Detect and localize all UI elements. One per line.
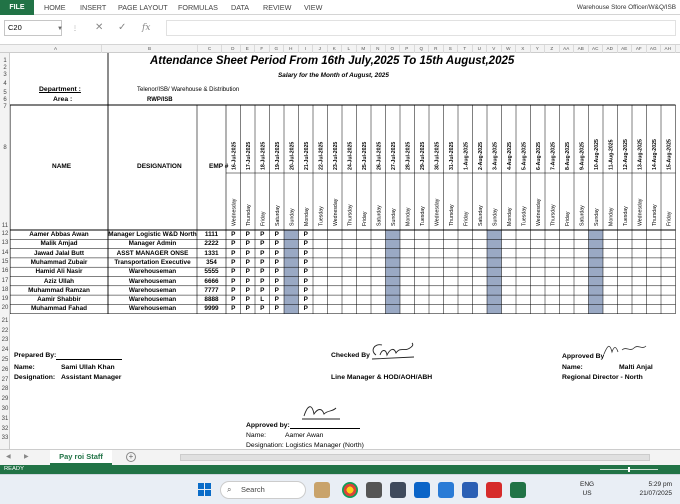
attendance-mark: P [231, 296, 236, 304]
name-box-value: C20 [8, 23, 22, 32]
row-number[interactable]: 24 [1, 347, 9, 354]
date-label: 24-Jul-2025 [347, 141, 354, 170]
horizontal-scrollbar[interactable] [180, 454, 650, 461]
attendance-mark: P [231, 305, 236, 313]
attendance-mark: P [231, 231, 236, 238]
row-headers [0, 53, 10, 449]
column-header[interactable]: C [198, 45, 222, 53]
attendance-mark: P [303, 268, 308, 276]
taskbar-search[interactable] [220, 481, 306, 499]
column-header[interactable]: J [313, 45, 328, 53]
checked-role: Line Manager & HOD/AOH/ABH [331, 374, 433, 381]
column-header[interactable]: O [386, 45, 401, 53]
column-header[interactable]: L [342, 45, 357, 53]
column-header[interactable]: D [226, 45, 241, 53]
tab-formulas[interactable]: FORMULAS [178, 3, 218, 12]
prepared-designation: Assistant Manager [61, 374, 122, 381]
day-label: Tuesday [521, 206, 528, 226]
tab-review[interactable]: REVIEW [263, 3, 292, 12]
chrome-icon[interactable] [342, 482, 358, 498]
attendance-mark: P [245, 296, 250, 304]
column-header[interactable]: S [444, 45, 459, 53]
attendance-mark: L [260, 296, 265, 304]
sheet-tab-bar [0, 449, 680, 465]
row-number[interactable]: 13 [1, 240, 9, 247]
attendance-mark: P [260, 286, 265, 294]
date-label: 13-Aug-2025 [637, 139, 644, 170]
prepared-name: Sami Ullah Khan [61, 364, 115, 371]
edge-icon[interactable] [438, 482, 454, 498]
department-value: Telenor/ISB/ Warehouse & Distribution [137, 87, 240, 93]
employee-name: Aziz Ullah [43, 277, 75, 285]
day-label: Friday [564, 211, 571, 226]
day-label: Friday [463, 211, 470, 226]
row-number[interactable]: 28 [1, 386, 9, 393]
date-label: 21-Jul-2025 [303, 141, 310, 170]
checked-signature [368, 341, 418, 363]
task-view-icon[interactable] [366, 482, 382, 498]
column-header[interactable]: AB [574, 45, 589, 53]
date-label: 6-Aug-2025 [535, 142, 542, 170]
taskbar [0, 474, 680, 504]
department-label: Department : [39, 86, 81, 93]
date-label: 11-Aug-2025 [608, 139, 615, 170]
status-ready: READY [4, 466, 24, 472]
employee-name: Muhammad Zubair [30, 258, 88, 266]
day-label: Saturday [477, 205, 484, 226]
prepared-signature-line [56, 359, 122, 360]
day-label: Sunday [593, 208, 600, 226]
formula-input[interactable] [166, 20, 676, 36]
approved-signature [602, 342, 648, 358]
row-number[interactable]: 7 [3, 104, 7, 110]
column-header[interactable]: U [473, 45, 488, 53]
date-label: 19-Jul-2025 [274, 141, 281, 170]
row-number[interactable]: 19 [1, 296, 9, 303]
date-label: 16-Jul-2025 [231, 141, 238, 170]
row-number[interactable]: 21 [1, 317, 9, 324]
row-number[interactable]: 22 [1, 327, 9, 334]
row-number[interactable]: 26 [1, 366, 9, 373]
employee-designation: Warehouseman [128, 268, 177, 276]
date-label: 27-Jul-2025 [390, 141, 397, 170]
date-label: 14-Aug-2025 [651, 139, 658, 170]
row-number[interactable]: 11 [1, 223, 9, 229]
employee-designation: Transportation Executive [114, 258, 191, 266]
day-label: Tuesday [419, 206, 426, 226]
date-label: 20-Jul-2025 [289, 141, 296, 170]
prepared-name-label: Name: [14, 364, 35, 371]
attendance-mark: P [303, 305, 308, 313]
row-number[interactable]: 16 [1, 268, 9, 275]
day-label: Wednesday [535, 198, 542, 226]
day-label: Sunday [390, 208, 397, 226]
column-header[interactable]: AH [661, 45, 676, 53]
day-label: Thursday [347, 204, 354, 226]
lang-code: ENG [580, 481, 595, 488]
date-label: 3-Aug-2025 [492, 142, 499, 170]
column-header[interactable]: N [371, 45, 386, 53]
date-label: 26-Jul-2025 [376, 141, 383, 170]
sunday-shade [284, 230, 299, 314]
employee-designation: Warehouseman [128, 296, 177, 304]
sheet-title: Attendance Sheet Period From 16th July,2025 To 15th August,2025 [150, 55, 515, 67]
day-label: Saturday [579, 205, 586, 226]
date-label: 23-Jul-2025 [332, 141, 339, 170]
day-label: Thursday [448, 204, 455, 226]
attendance-mark: P [245, 305, 250, 313]
employee-designation: Manager Logistic W&D North [108, 231, 197, 238]
column-header[interactable]: AF [632, 45, 647, 53]
attendance-mark: P [303, 296, 308, 304]
approver-name-label: Name: [562, 364, 583, 371]
day-label: Friday [361, 211, 368, 226]
date-label: 10-Aug-2025 [593, 139, 600, 170]
column-header[interactable]: AE [618, 45, 633, 53]
attendance-mark: P [231, 258, 236, 266]
attendance-mark: P [245, 268, 250, 276]
area-value: RWP/ISB [147, 97, 173, 103]
approver-name: Malti Anjal [619, 364, 653, 371]
attendance-mark: P [274, 240, 279, 248]
date-label: 17-Jul-2025 [245, 141, 252, 170]
employee-number: 8888 [204, 296, 219, 304]
date-label: 12-Aug-2025 [622, 139, 629, 170]
sheet-subtitle: Salary for the Month of August, 2025 [278, 72, 389, 79]
prev-sheet-icon[interactable]: ◀ [6, 454, 11, 460]
file-tab[interactable]: FILE [0, 0, 34, 15]
more-dots-icon: ⋮ [72, 26, 78, 32]
attendance-mark: P [274, 268, 279, 276]
windows-start-icon[interactable] [198, 483, 211, 496]
date-label: 5-Aug-2025 [521, 142, 528, 170]
clock-date: 21/07/2025 [639, 490, 672, 497]
employee-designation: Warehouseman [128, 305, 177, 313]
date-label: 28-Jul-2025 [405, 141, 412, 170]
attendance-mark: P [274, 286, 279, 294]
column-header[interactable]: G [270, 45, 285, 53]
header-designation: DESIGNATION [137, 163, 182, 170]
search-label: Search [241, 485, 265, 494]
attendance-mark: P [260, 249, 265, 257]
region-code: US [582, 490, 592, 497]
employee-designation: Manager Admin [128, 240, 177, 248]
attendance-mark: P [245, 258, 250, 266]
approver2-designation: Designation: Logistics Manager (North) [246, 442, 364, 449]
date-label: 1-Aug-2025 [463, 142, 470, 170]
column-header[interactable]: R [429, 45, 444, 53]
approved-by-label: Approved By [562, 353, 605, 360]
attendance-mark: P [245, 249, 250, 257]
column-header[interactable]: Z [545, 45, 560, 53]
attendance-mark: P [303, 277, 308, 285]
day-label: Friday [666, 211, 673, 226]
attendance-mark: P [274, 249, 279, 257]
column-header[interactable]: V [487, 45, 502, 53]
column-header[interactable]: B [102, 45, 198, 53]
day-label: Thursday [245, 204, 252, 226]
word-icon[interactable] [462, 482, 478, 498]
column-header[interactable]: AG [647, 45, 662, 53]
row-number[interactable]: 12 [1, 231, 9, 237]
date-label: 9-Aug-2025 [579, 142, 586, 170]
user-account[interactable]: Warehouse Store Officer/W&Q/ISB [576, 4, 676, 11]
attendance-mark: P [231, 268, 236, 276]
employee-name: Jawad Jalal Butt [33, 249, 85, 257]
employee-number: 6666 [204, 277, 219, 285]
row-number[interactable]: 33 [1, 435, 9, 442]
employee-number: 5555 [204, 268, 219, 276]
row-number[interactable]: 27 [1, 376, 9, 383]
language-indicator[interactable] [580, 480, 594, 498]
enter-icon[interactable]: ✓ [118, 22, 127, 33]
date-label: 15-Aug-2025 [666, 139, 673, 170]
sunday-shade [589, 230, 604, 314]
tab-page-layout[interactable]: PAGE LAYOUT [118, 3, 168, 12]
attendance-mark: P [303, 231, 308, 238]
row-number[interactable]: 17 [1, 277, 9, 284]
zoom-slider-thumb[interactable] [628, 467, 630, 472]
tab-insert[interactable]: INSERT [80, 3, 107, 12]
attendance-mark: P [303, 286, 308, 294]
employee-number: 9999 [204, 305, 219, 313]
date-label: 29-Jul-2025 [419, 141, 426, 170]
employee-number: 1331 [204, 249, 219, 257]
attendance-mark: P [274, 277, 279, 285]
row-number[interactable]: 14 [1, 249, 9, 256]
attendance-mark: P [245, 277, 250, 285]
employee-name: Muhammad Fahad [30, 305, 88, 313]
prepared-by-label: Prepared By: [14, 352, 57, 359]
search-icon: ⌕ [227, 485, 232, 494]
attendance-mark: P [260, 305, 265, 313]
attendance-mark: P [245, 286, 250, 294]
row-number[interactable]: 2 [3, 65, 7, 71]
column-header[interactable]: Q [415, 45, 430, 53]
column-header[interactable]: P [400, 45, 415, 53]
outlook-icon[interactable] [414, 482, 430, 498]
pdf-icon[interactable] [486, 482, 502, 498]
date-label: 4-Aug-2025 [506, 142, 513, 170]
approved-by-2-label: Approved by: [246, 422, 290, 429]
date-label: 22-Jul-2025 [318, 141, 325, 170]
formula-bar [0, 15, 680, 45]
day-label: Friday [260, 211, 267, 226]
attendance-mark: P [303, 258, 308, 266]
column-header[interactable]: E [241, 45, 256, 53]
employee-number: 7777 [204, 286, 219, 294]
attendance-mark: P [303, 249, 308, 257]
employee-number: 2222 [204, 240, 219, 248]
row-number[interactable]: 4 [3, 81, 7, 87]
day-label: Tuesday [622, 206, 629, 226]
column-header[interactable]: M [357, 45, 372, 53]
row-number[interactable]: 18 [1, 286, 9, 293]
employee-number: 1111 [204, 231, 219, 238]
row-number[interactable]: 5 [3, 90, 7, 96]
row-number[interactable]: 30 [1, 405, 9, 412]
day-label: Wednesday [231, 198, 238, 226]
day-label: Monday [506, 207, 513, 226]
excel-icon[interactable] [510, 482, 526, 498]
approved-by-2-line [290, 428, 360, 429]
attendance-mark: P [231, 249, 236, 257]
sunday-shade [487, 230, 502, 314]
header-name: NAME [52, 163, 72, 170]
day-label: Monday [303, 207, 310, 226]
ribbon [0, 0, 680, 15]
row-number[interactable]: 32 [1, 425, 9, 432]
column-header[interactable]: AD [603, 45, 618, 53]
column-header[interactable]: I [299, 45, 314, 53]
employee-designation: Warehouseman [128, 286, 177, 294]
attendance-mark: P [260, 231, 265, 238]
date-label: 31-Jul-2025 [448, 141, 455, 170]
day-label: Monday [405, 207, 412, 226]
day-label: Saturday [376, 205, 383, 226]
sunday-shade [386, 230, 401, 314]
employee-name: Malik Amjad [40, 240, 78, 248]
checked-by-label: Checked By [331, 352, 370, 359]
employee-name: Muhammad Ramzan [28, 286, 90, 294]
day-label: Sunday [289, 208, 296, 226]
row-number[interactable]: 20 [1, 305, 9, 312]
column-header[interactable]: Y [531, 45, 546, 53]
approver2-name-label: Name: [246, 432, 267, 439]
day-label: Wednesday [637, 198, 644, 226]
attendance-mark: P [274, 231, 279, 238]
day-label: Thursday [550, 204, 557, 226]
add-sheet-button[interactable]: + [126, 452, 136, 462]
employee-designation: Warehouseman [128, 277, 177, 285]
column-header[interactable]: AA [560, 45, 575, 53]
attendance-mark: P [231, 240, 236, 248]
tab-home[interactable]: HOME [44, 3, 66, 12]
attendance-mark: P [260, 268, 265, 276]
day-label: Wednesday [434, 198, 441, 226]
attendance-mark: P [274, 305, 279, 313]
attendance-mark: P [274, 258, 279, 266]
header-emp: EMP # [209, 163, 229, 170]
file-explorer-icon[interactable] [390, 482, 406, 498]
column-header[interactable]: K [328, 45, 343, 53]
row-number[interactable]: 25 [1, 356, 9, 363]
tab-data[interactable]: DATA [231, 3, 250, 12]
column-header[interactable]: W [502, 45, 517, 53]
attendance-mark: P [274, 296, 279, 304]
attendance-mark: P [260, 277, 265, 285]
attendance-mark: P [260, 240, 265, 248]
attendance-mark: P [231, 277, 236, 285]
date-label: 8-Aug-2025 [564, 142, 571, 170]
date-label: 30-Jul-2025 [434, 141, 441, 170]
employee-name: Hamid Ali Nasir [35, 268, 83, 276]
tab-view[interactable]: VIEW [304, 3, 323, 12]
row-number[interactable]: 31 [1, 415, 9, 422]
row-number[interactable]: 8 [3, 145, 7, 151]
attendance-mark: P [245, 240, 250, 248]
employee-name: Aamer Abbas Awan [29, 231, 89, 238]
approved-by-2-signature [300, 402, 346, 422]
row-number[interactable]: 3 [3, 72, 7, 78]
row-number[interactable]: 6 [3, 97, 7, 103]
row-number[interactable]: 1 [3, 58, 7, 64]
insert-function-icon[interactable]: fx [142, 23, 151, 33]
cancel-icon[interactable]: ✕ [95, 22, 104, 33]
day-label: Saturday [274, 205, 281, 226]
attendance-mark: P [245, 231, 250, 238]
attendance-mark: P [260, 258, 265, 266]
row-number[interactable]: 15 [1, 258, 9, 265]
clock-time: 5:29 pm [648, 481, 672, 488]
system-clock[interactable] [639, 480, 672, 498]
area-label: Area : [53, 96, 73, 103]
attendance-mark: P [231, 286, 236, 294]
row-number[interactable]: 29 [1, 396, 9, 403]
attendance-mark: P [303, 240, 308, 248]
row-number[interactable]: 23 [1, 337, 9, 344]
column-header[interactable]: X [516, 45, 531, 53]
day-label: Tuesday [318, 206, 325, 226]
column-header[interactable]: A [10, 45, 102, 53]
date-label: 18-Jul-2025 [260, 141, 267, 170]
column-header[interactable]: H [284, 45, 299, 53]
column-header[interactable]: T [458, 45, 473, 53]
approver-designation: Regional Director - North [562, 374, 643, 381]
widgets-icon[interactable] [314, 482, 330, 498]
date-label: 2-Aug-2025 [477, 142, 484, 170]
day-label: Thursday [651, 204, 658, 226]
next-sheet-icon[interactable]: ▶ [24, 454, 29, 460]
status-bar [0, 465, 680, 474]
day-label: Monday [608, 207, 615, 226]
column-headers [0, 45, 680, 53]
date-label: 7-Aug-2025 [550, 142, 557, 170]
chevron-down-icon[interactable]: ▼ [57, 26, 63, 32]
approver2-name: Aamer Awan [285, 432, 324, 439]
column-header[interactable]: AC [589, 45, 604, 53]
employee-name: Aamir Shabbir [37, 296, 81, 304]
employee-designation: ASST MANAGER ONSE [116, 249, 189, 257]
day-label: Sunday [492, 208, 499, 226]
prepared-designation-label: Designation: [14, 374, 56, 381]
day-label: Wednesday [332, 198, 339, 226]
worksheet[interactable] [10, 53, 680, 449]
employee-number: 354 [206, 258, 217, 266]
sheet-tab-pay-roi-staff[interactable]: Pay roi Staff [50, 450, 112, 465]
column-header[interactable]: F [255, 45, 270, 53]
date-label: 25-Jul-2025 [361, 141, 368, 170]
name-box[interactable] [4, 20, 62, 36]
